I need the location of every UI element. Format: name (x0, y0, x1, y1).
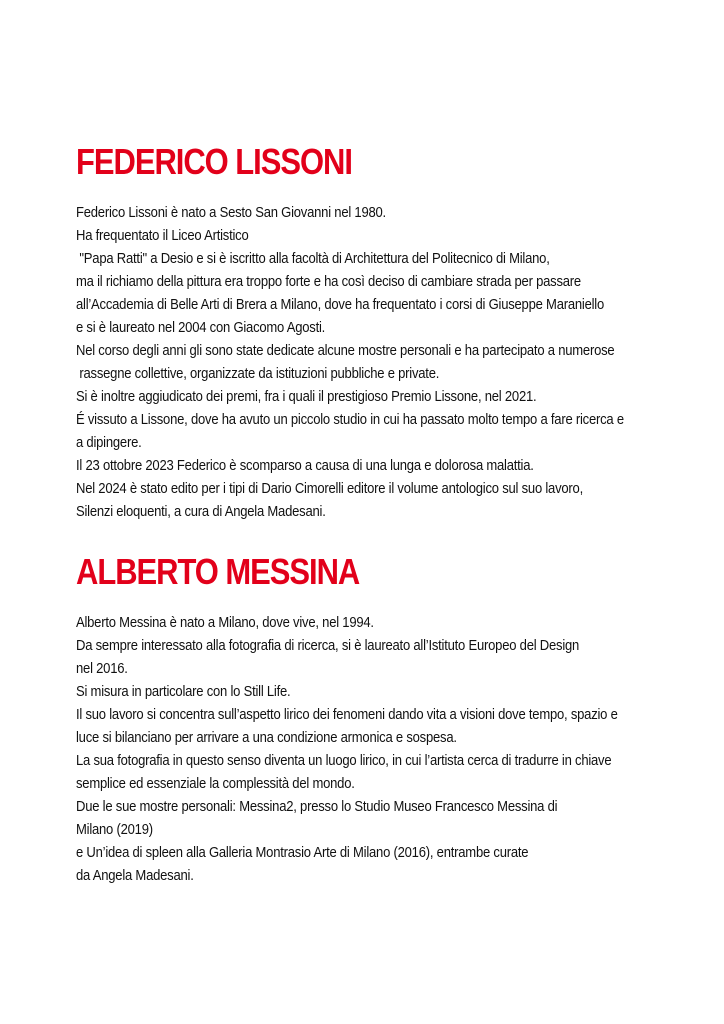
bio-line: Si misura in particolare con lo Still Life. (76, 684, 291, 700)
bio-line: Il 23 ottobre 2023 Federico è scomparso a causa di una lunga e dolorosa malattia. (76, 458, 534, 474)
bio-line: semplice ed essenziale la complessità del mondo. (76, 776, 355, 792)
bio-line: Alberto Messina è nato a Milano, dove vive, nel 1994. (76, 615, 374, 631)
bio-line: e Un’idea di spleen alla Galleria Montrasio Arte di Milano (2016), entrambe curate (76, 845, 529, 861)
bio-line: Ha frequentato il Liceo Artistico (76, 228, 249, 244)
bio-line: "Papa Ratti" a Desio e si è iscritto alla facoltà di Architettura del Politecnico di Milano, (76, 251, 550, 267)
bio-line: ma il richiamo della pittura era troppo forte e ha così deciso di cambiare strada per passare (76, 274, 581, 290)
bio-section-federico-lissoni (76, 140, 696, 524)
bio-line: luce si bilanciano per arrivare a una condizione armonica e sospesa. (76, 730, 457, 746)
bio-line: Federico Lissoni è nato a Sesto San Giovanni nel 1980. (76, 205, 386, 221)
bio-line: rassegne collettive, organizzate da istituzioni pubbliche e private. (76, 366, 440, 382)
bio-section-alberto-messina (76, 550, 696, 888)
section-heading: ALBERTO MESSINA (76, 551, 360, 592)
bio-line: La sua fotografia in questo senso diventa un luogo lirico, in cui l’artista cerca di tradurre in chiave (76, 753, 612, 769)
bio-line: a dipingere. (76, 435, 142, 451)
bio-line: É vissuto a Lissone, dove ha avuto un piccolo studio in cui ha passato molto tempo a fare ricerca e (76, 412, 624, 428)
bio-text (76, 612, 696, 888)
bio-line: Milano (2019) (76, 822, 153, 838)
bio-line: Il suo lavoro si concentra sull’aspetto lirico dei fenomeni dando vita a visioni dove tempo, spazio e (76, 707, 618, 723)
bio-line: Nel corso degli anni gli sono state dedicate alcune mostre personali e ha partecipato a numerose (76, 343, 615, 359)
section-heading: FEDERICO LISSONI (76, 141, 352, 182)
bio-line: Da sempre interessato alla fotografia di ricerca, si è laureato all’Istituto Europeo del Design (76, 638, 580, 654)
bio-line: Silenzi eloquenti, a cura di Angela Madesani. (76, 504, 326, 520)
bio-line: da Angela Madesani. (76, 868, 194, 884)
bio-line: e si è laureato nel 2004 con Giacomo Agosti. (76, 320, 326, 336)
bio-line: all’Accademia di Belle Arti di Brera a Milano, dove ha frequentato i corsi di Giuseppe Maraniello (76, 297, 605, 313)
bio-text (76, 202, 696, 524)
bio-line: Due le sue mostre personali: Messina2, presso lo Studio Museo Francesco Messina di (76, 799, 558, 815)
bio-line: nel 2016. (76, 661, 128, 677)
bio-line: Si è inoltre aggiudicato dei premi, fra i quali il prestigioso Premio Lissone, nel 2021. (76, 389, 537, 405)
bio-line: Nel 2024 è stato edito per i tipi di Dario Cimorelli editore il volume antologico sul suo lavoro, (76, 481, 583, 497)
